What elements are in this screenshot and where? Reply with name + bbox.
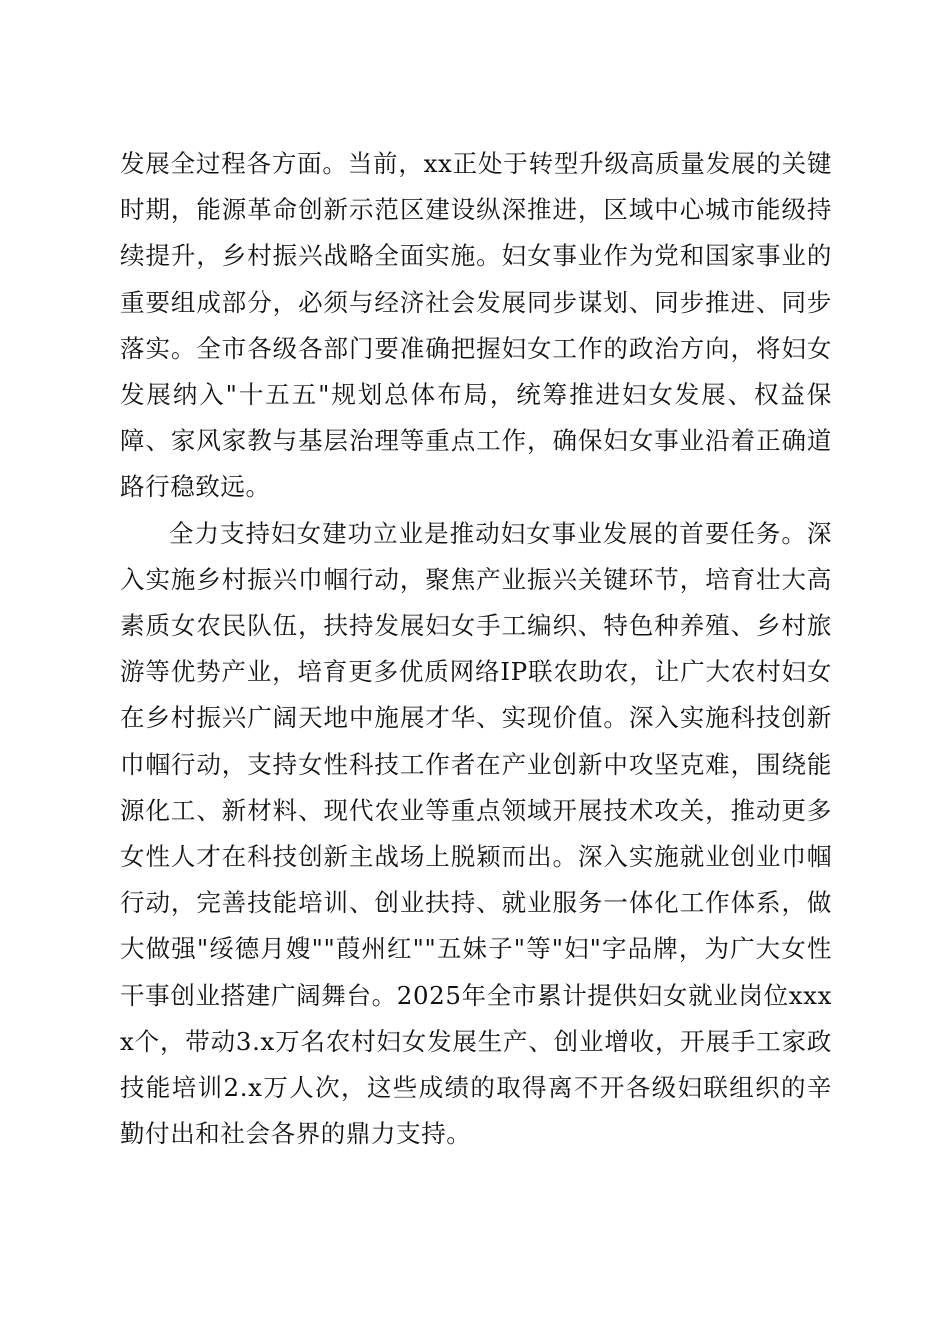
paragraph-women-entrepreneurship: 全力支持妇女建功立业是推动妇女事业发展的首要任务。深入实施乡村振兴巾帼行动，聚焦产业振兴关键环节，培育壮大高素质女农民队伍，扶持发展妇女手工编织、特色种养殖、乡村旅游等优势产业，培育更多优质网络IP联农助农，让广大农村妇女在乡村振兴广阔天地中施展才华、实现价值。深入实施科技创新巾帼行动，支持女性科技工作者在产业创新中攻坚克难，围绕能源化工、新材料、现代农业等重点领域开展技术攻关，推动更多女性人才在科技创新主战场上脱颖而出。深入实施就业创业巾帼行动，完善技能培训、创业扶持、就业服务一体化工作体系，做大做强"绥德月嫂""葭州红""五妹子"等"妇"字品牌，为广大女性干事创业搭建广阔舞台。2025年全市累计提供妇女就业岗位xxxx个，带动3.x万名农村妇女发展生产、创业增收，开展手工家政技能培训2.x万人次，这些成绩的取得离不开各级妇联组织的辛勤付出和社会各界的鼎力支持。 bbox=[120, 518, 832, 1149]
document-body bbox=[120, 141, 832, 1157]
paragraph-continuation: 发展全过程各方面。当前，xx正处于转型升级高质量发展的关键时期，能源革命创新示范区建设纵深推进，区域中心城市能级持续提升，乡村振兴战略全面实施。妇女事业作为党和国家事业的重要组成部分，必须与经济社会发展同步谋划、同步推进、同步落实。全市各级各部门要准确把握妇女工作的政治方向，将妇女发展纳入"十五五"规划总体布局，统筹推进妇女发展、权益保障、家风家教与基层治理等重点工作，确保妇女事业沿着正确道路行稳致远。 bbox=[120, 149, 832, 502]
